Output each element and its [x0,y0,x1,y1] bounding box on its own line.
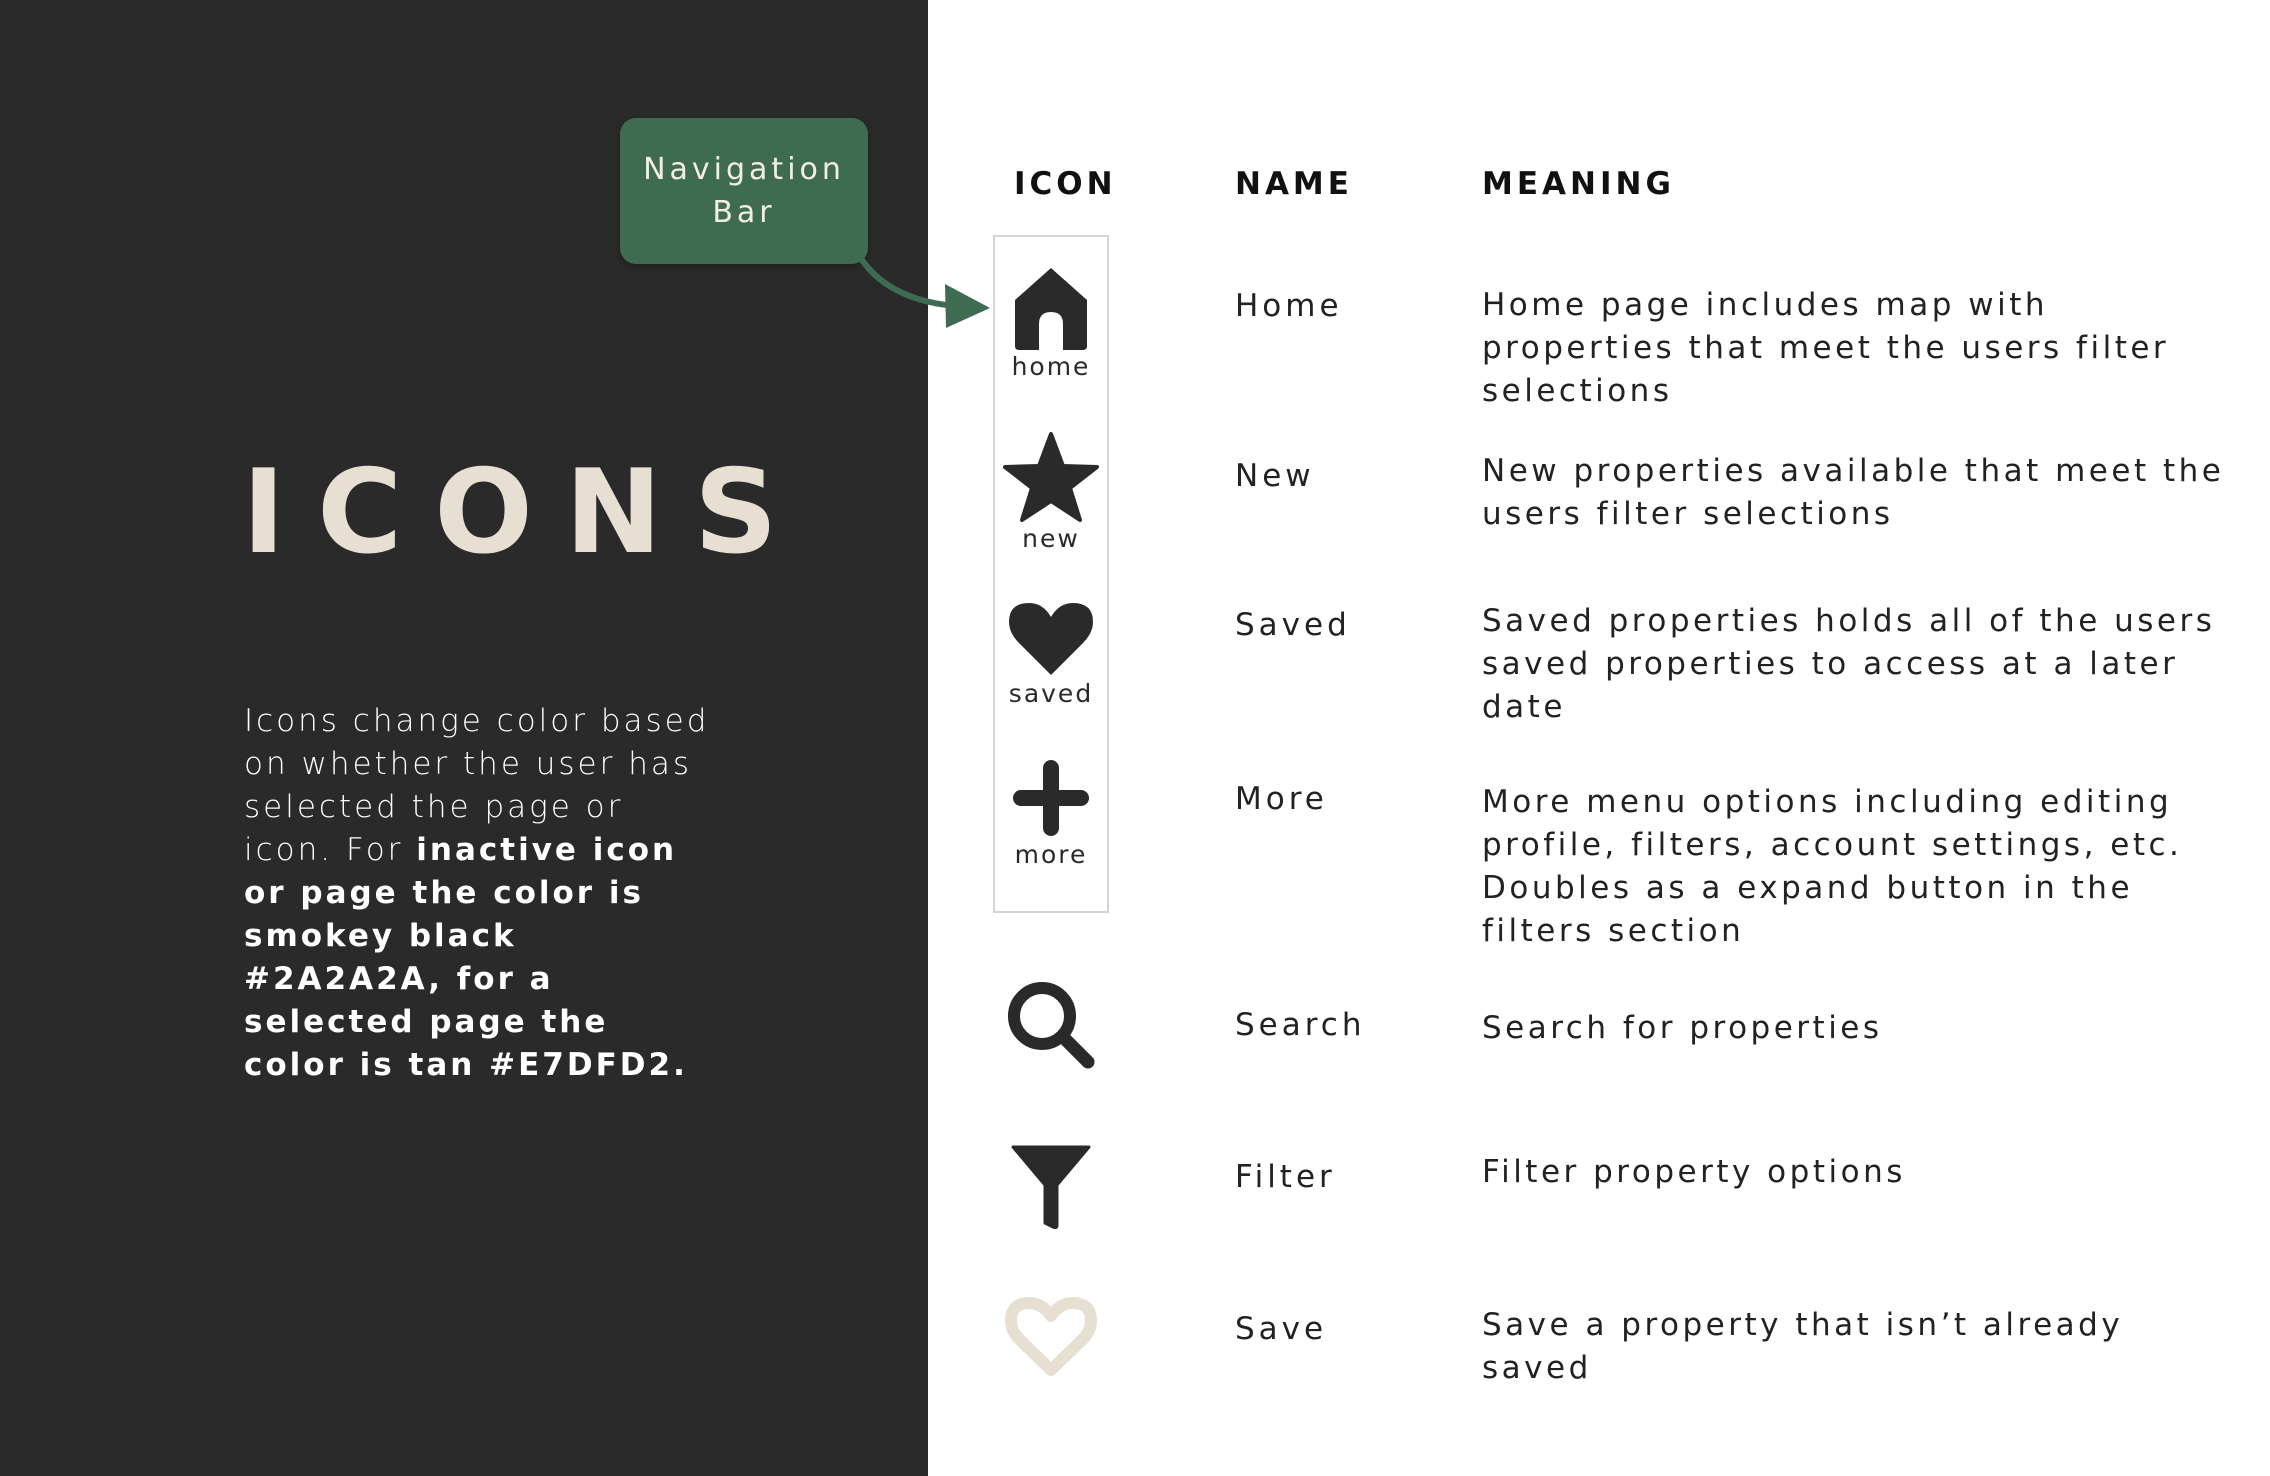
row-meaning-save: Save a property that isn’t already saved [1482,1307,2124,1386]
description-text [244,700,724,1087]
callout-label: Navigation Bar [643,152,845,230]
plus-icon [1011,758,1091,838]
heart-outline-icon [1004,1294,1098,1378]
nav-item-new[interactable] [993,432,1109,554]
row-meaning-saved: Saved properties holds all of the users saved properties to access at a later date [1482,603,2216,725]
filter-icon [1011,1145,1091,1229]
column-header-name: NAME [1235,166,1353,202]
row-name-search: Search [1235,1007,1366,1043]
callout-arrow-icon [850,250,1000,330]
row-name-more: More [1235,781,1328,817]
nav-item-more[interactable] [993,758,1109,870]
save-button[interactable] [993,1294,1109,1378]
search-icon [1006,980,1096,1070]
home-icon [1013,266,1089,350]
home-caption: home [1011,352,1091,381]
page-title: ICONS [242,445,810,580]
saved-caption: saved [1008,679,1094,708]
search-button[interactable] [993,980,1109,1070]
row-name-save: Save [1235,1311,1328,1347]
column-header-meaning: MEANING [1482,166,1675,202]
description-bold: inactive icon or page the color is smokey black #2A2A2A, for a selected page the color is tan #E7DFD2. [244,832,688,1083]
row-meaning-search: Search for properties [1482,1010,1883,1046]
filter-button[interactable] [993,1145,1109,1229]
navigation-bar-callout [620,118,868,264]
column-header-icon: ICON [1014,166,1117,202]
new-caption: new [1022,524,1080,553]
star-icon [1003,432,1099,522]
row-meaning-more: More menu options including editing profile, filters, account settings, etc. Doubles as a expand button in the filters section [1482,784,2183,949]
row-meaning-filter: Filter property options [1482,1154,1906,1190]
heart-icon [1009,601,1093,677]
row-meaning-new: New properties available that meet the users filter selections [1482,453,2225,532]
more-caption: more [1014,840,1088,869]
row-meaning-home: Home page includes map with properties that meet the users filter selections [1482,287,2170,409]
row-name-home: Home [1235,288,1343,324]
description-normal: Icons change color based on whether the user has selected the page or icon. For [244,703,710,868]
row-name-filter: Filter [1235,1159,1336,1195]
row-name-saved: Saved [1235,607,1351,643]
nav-item-saved[interactable] [993,601,1109,709]
row-name-new: New [1235,458,1315,494]
nav-item-home[interactable] [993,266,1109,382]
